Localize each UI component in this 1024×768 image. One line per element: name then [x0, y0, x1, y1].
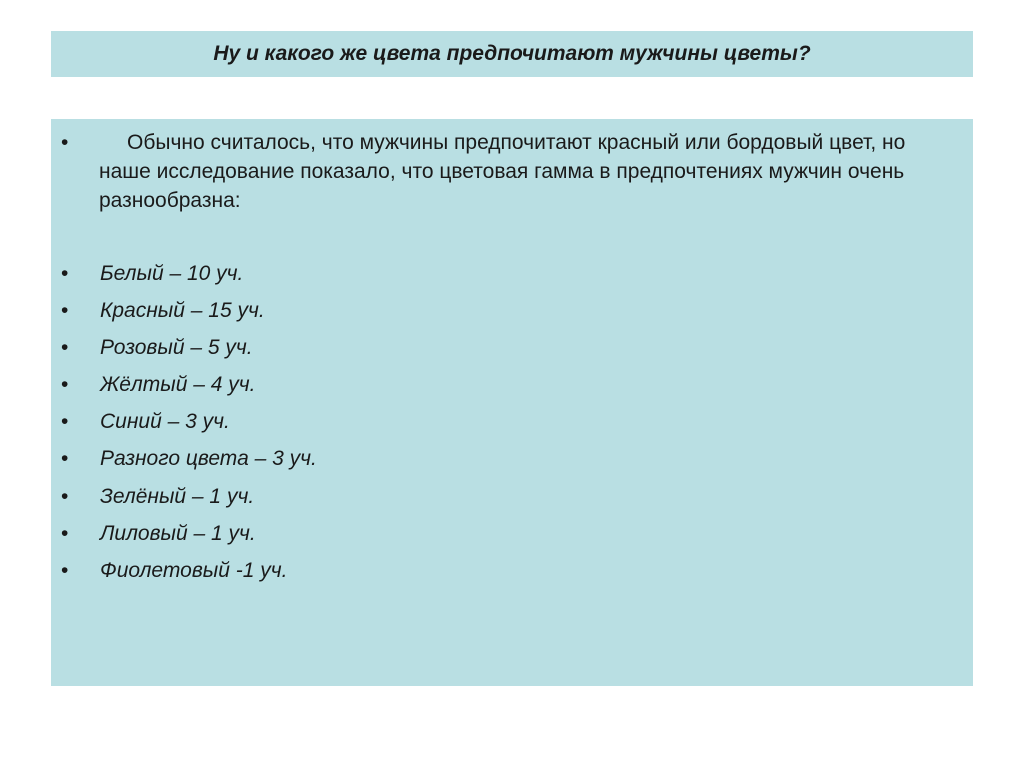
slide-title: Ну и какого же цвета предпочитают мужчины цветы? [213, 42, 811, 65]
bullet-icon: • [61, 558, 69, 582]
list-item [51, 259, 973, 296]
list-item-text: Розовый – 5 уч. [100, 336, 253, 360]
list-item [51, 519, 973, 556]
list-item [51, 444, 973, 481]
bullet-icon: • [61, 299, 69, 323]
color-count-list [51, 259, 973, 593]
bullet-icon: • [61, 131, 69, 154]
list-item-text: Жёлтый – 4 уч. [100, 373, 256, 397]
intro-text: Обычно считалось, что мужчины предпочитают красный или бордовый цвет, но наше исследование показало, что цветовая гамма в предпочтениях мужчин очень разнообразна: [99, 131, 906, 212]
list-item-text: Белый – 10 уч. [100, 262, 244, 285]
intro-bullet-row [51, 128, 973, 215]
list-item [51, 556, 973, 593]
bullet-icon: • [61, 484, 69, 508]
list-item-text: Фиолетовый -1 уч. [100, 558, 288, 582]
list-item [51, 370, 973, 407]
list-item-text: Зелёный – 1 уч. [100, 484, 255, 508]
list-item-text: Разного цвета – 3 уч. [100, 447, 317, 471]
intro-paragraph [51, 128, 973, 215]
list-item-text: Красный – 15 уч. [100, 299, 265, 323]
bullet-icon: • [61, 410, 69, 434]
bullet-icon: • [61, 373, 69, 397]
title-box [51, 31, 973, 77]
list-item [51, 333, 973, 370]
list-item [51, 296, 973, 333]
bullet-icon: • [61, 336, 69, 360]
bullet-icon: • [61, 262, 69, 285]
bullet-icon: • [61, 521, 69, 545]
list-item [51, 482, 973, 519]
list-item [51, 407, 973, 444]
content-box [51, 119, 973, 686]
list-item-text: Лиловый – 1 уч. [100, 521, 256, 545]
list-item-text: Синий – 3 уч. [100, 410, 230, 434]
bullet-icon: • [61, 447, 69, 471]
